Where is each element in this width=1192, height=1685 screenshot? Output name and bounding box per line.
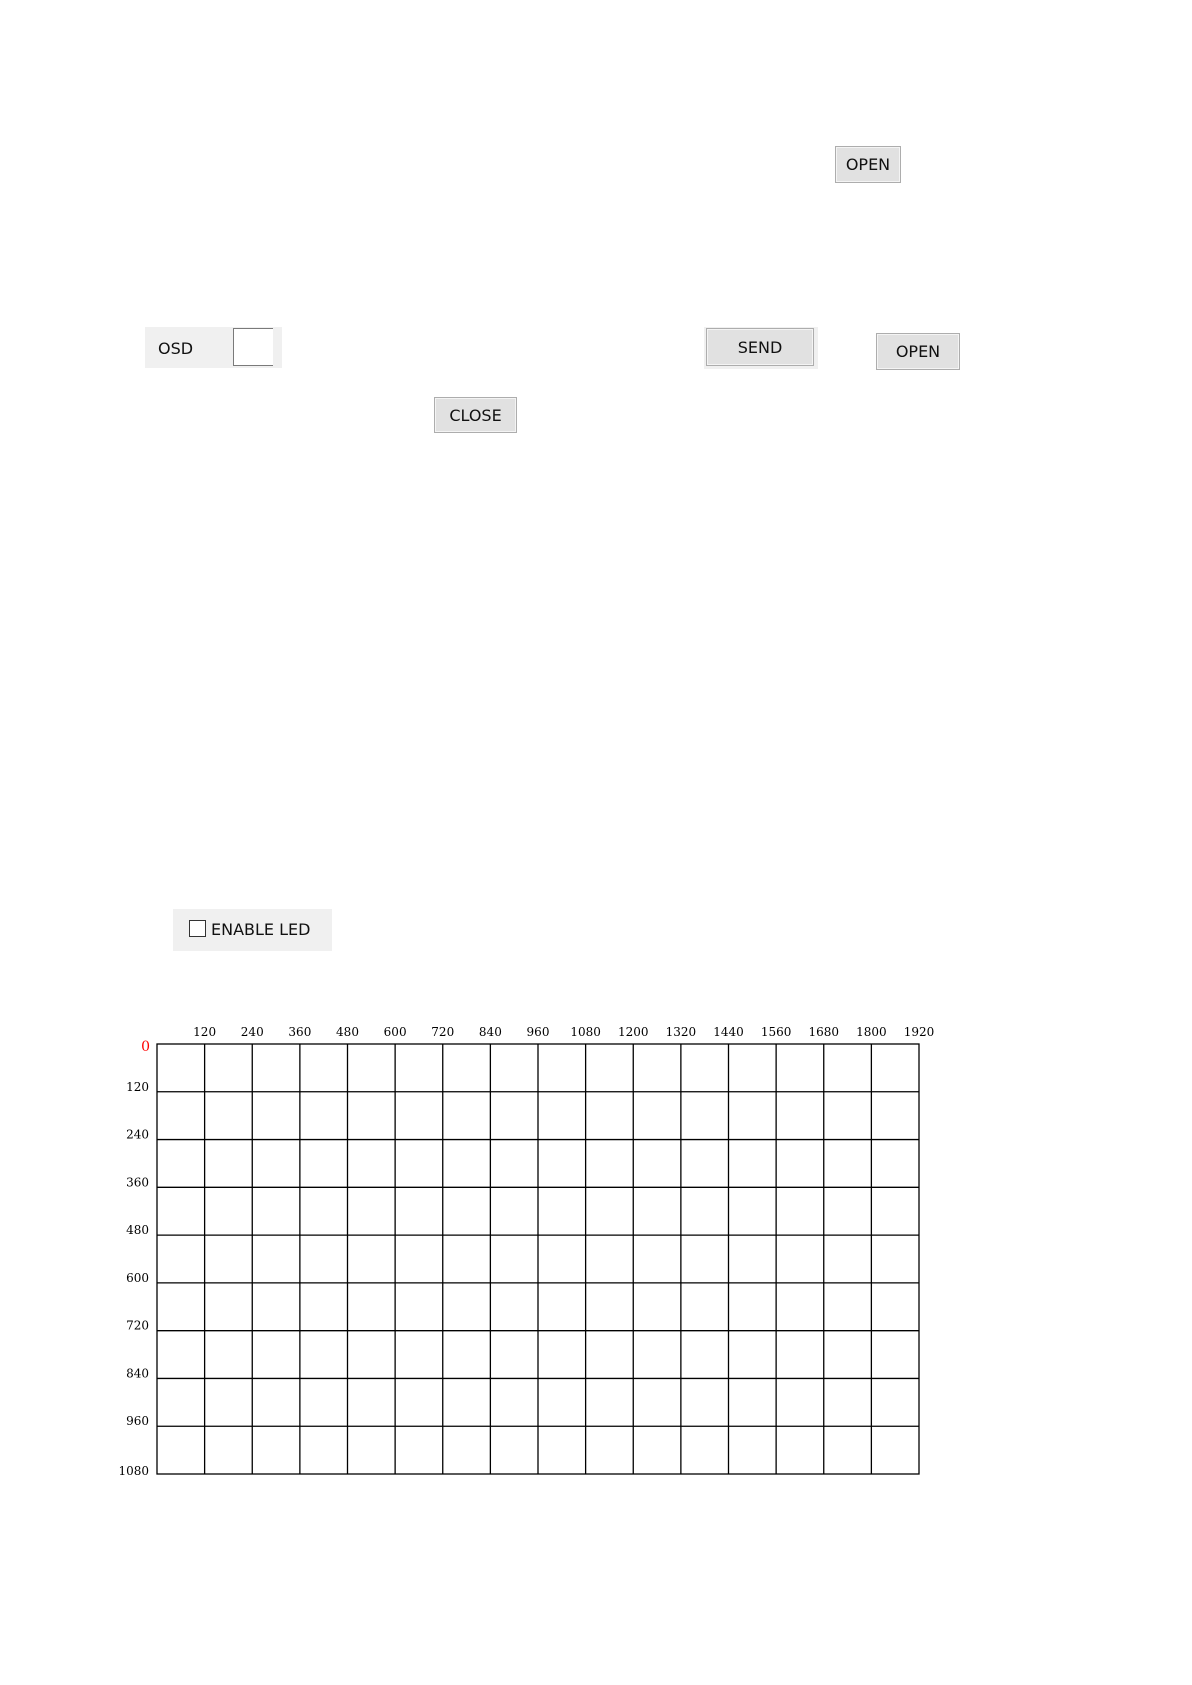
osd-label: OSD	[158, 339, 194, 358]
open-button-top[interactable]: OPEN	[835, 146, 901, 183]
grid-lines	[157, 1044, 919, 1474]
x-tick-label: 120	[193, 1025, 217, 1039]
y-tick-label: 840	[126, 1366, 149, 1381]
x-tick-label: 600	[383, 1025, 407, 1039]
open-button-osd[interactable]: OPEN	[876, 333, 960, 370]
x-tick-label: 1920	[903, 1025, 935, 1039]
x-tick-label: 240	[240, 1025, 264, 1039]
x-tick-label: 840	[478, 1025, 502, 1039]
x-tick-label: 1680	[808, 1025, 840, 1039]
y-tick-label: 240	[126, 1127, 149, 1142]
send-button[interactable]: SEND	[706, 328, 814, 366]
y-tick-label: 480	[126, 1223, 149, 1238]
x-tick-label: 1080	[570, 1025, 601, 1039]
y-tick-label: 120	[126, 1079, 149, 1094]
x-tick-label: 1440	[713, 1025, 744, 1039]
x-tick-label: 1800	[856, 1025, 887, 1039]
x-tick-label: 720	[431, 1025, 455, 1039]
origin-label: 0	[141, 1039, 150, 1055]
close-button[interactable]: CLOSE	[434, 397, 517, 433]
y-tick-label: 600	[126, 1270, 149, 1285]
x-tick-labels	[193, 1025, 934, 1039]
x-tick-label: 360	[288, 1025, 312, 1039]
x-tick-label: 1560	[760, 1025, 792, 1039]
enable-led-label: ENABLE LED	[211, 920, 311, 939]
y-tick-labels	[118, 1080, 149, 1478]
x-tick-label: 1320	[665, 1025, 697, 1039]
x-tick-label: 960	[526, 1025, 550, 1039]
x-tick-label: 480	[336, 1025, 359, 1039]
y-tick-label: 960	[126, 1414, 149, 1429]
x-tick-label: 1200	[617, 1025, 649, 1039]
y-tick-label: 360	[126, 1175, 149, 1190]
y-tick-label: 720	[126, 1318, 149, 1333]
y-tick-label: 1080	[118, 1464, 149, 1478]
